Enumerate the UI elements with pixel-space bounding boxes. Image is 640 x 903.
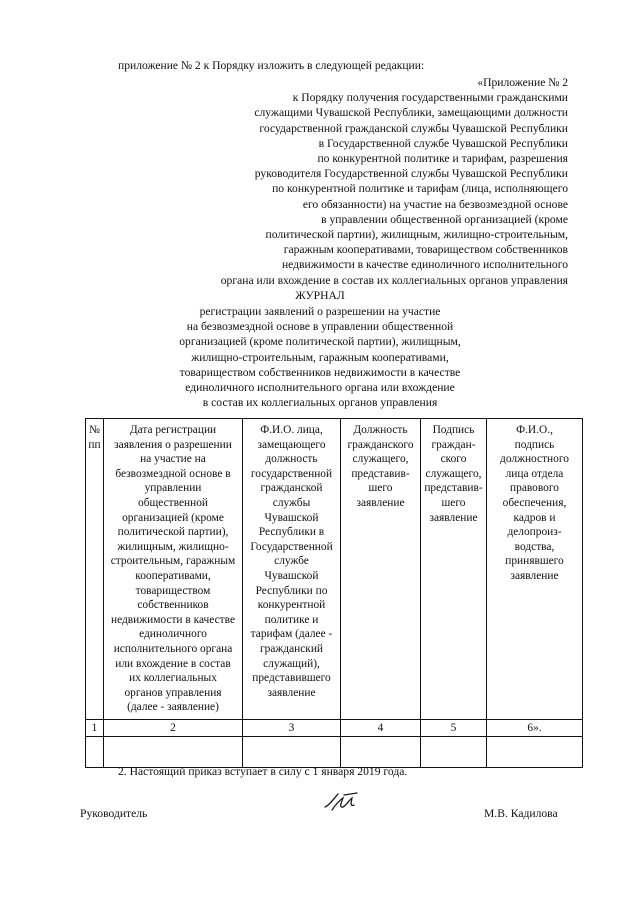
journal-subtitle-line: регистрации заявлений о разрешении на участие: [199, 305, 441, 318]
header-line: служащего,: [352, 453, 409, 466]
point-2-text: 2. Настоящий приказ вступает в силу с 1 января 2019 года.: [118, 765, 408, 778]
header-line: гражданского: [347, 438, 414, 451]
table-header-cell: [421, 419, 487, 720]
header-line: общественной: [138, 496, 208, 509]
header-line: службы: [272, 496, 311, 509]
table-header-cell: [86, 419, 104, 720]
table-header-cell: [243, 419, 341, 720]
header-line: политической партии),: [117, 526, 229, 539]
intro-text: приложение № 2 к Порядку изложить в следующей редакции:: [118, 59, 425, 72]
header-line: Государственной: [250, 540, 333, 553]
appendix-line: государственной гражданской службы Чувашской Республики: [259, 121, 568, 135]
appendix-line: по конкурентной политике и тарифам, разрешения: [317, 152, 568, 166]
appendix-caption: [221, 75, 568, 288]
header-line: должность: [265, 453, 318, 466]
appendix-line: служащими Чувашской Республики, замещающими должности: [254, 106, 568, 120]
header-line: организацией (кроме: [122, 511, 224, 524]
header-line: лица отдела: [505, 467, 564, 480]
appendix-line: недвижимости в качестве единоличного исполнительного: [281, 258, 568, 272]
header-line: заявления о разрешении: [114, 438, 232, 451]
header-line: собственников: [137, 599, 209, 612]
table-header-cell: [487, 419, 583, 720]
header-line: кадров и: [513, 511, 556, 524]
table-cell: [86, 737, 104, 768]
header-line: на участие на: [140, 453, 206, 466]
appendix-line: по конкурентной политике и тарифам (лица, исполняющего: [272, 182, 568, 196]
header-line: Ф.И.О.,: [516, 424, 553, 436]
journal-subtitle-line: организацией (кроме политической партии), жилищным,: [179, 335, 461, 349]
header-line: замещающего: [257, 438, 326, 451]
column-number-cell: 5: [421, 719, 487, 737]
header-line: служащий),: [263, 657, 320, 670]
header-line: (далее - заявление): [127, 701, 219, 714]
journal-subtitle-line: единоличного исполнительного органа или вхождение: [185, 381, 455, 395]
handwritten-signature: [322, 790, 360, 814]
header-line: заявление: [429, 511, 478, 524]
header-line: единоличного: [139, 628, 207, 641]
header-line: гражданский: [259, 642, 324, 655]
header-line: служащего,: [425, 467, 482, 480]
header-line: конкурентной: [257, 599, 326, 612]
journal-title: ЖУРНАЛ: [295, 289, 345, 302]
header-line: заявление: [356, 496, 405, 509]
header-line: строительным, гаражным: [110, 555, 236, 568]
header-line: №: [89, 424, 100, 436]
header-line: принявшего: [505, 555, 564, 568]
header-line: или вхождение в состав: [115, 657, 231, 670]
header-line: товариществом: [135, 584, 211, 597]
header-line: Республики по: [255, 584, 328, 597]
header-line: пп: [88, 438, 101, 451]
appendix-line: руководителя Государственной службы Чувашской Республики: [254, 167, 568, 181]
header-line: правового: [510, 482, 559, 495]
appendix-line: его обязанности) на участие на безвозмездной основе: [302, 197, 568, 211]
header-line: жилищным, жилищно-: [117, 540, 229, 553]
column-number-cell: 6».: [487, 719, 583, 737]
header-line: Чувашской: [264, 569, 319, 582]
header-line: Чувашской: [264, 511, 319, 524]
header-line: заявление: [267, 686, 316, 699]
journal-subtitle-line: в состав их коллегиальных органов управления: [202, 396, 438, 410]
journal-subtitle-line: на безвозмездной основе в управлении общественной: [186, 320, 454, 334]
header-line: заявление: [510, 569, 559, 582]
header-line: Республики в: [258, 526, 325, 539]
header-line: Должность: [353, 424, 408, 436]
header-line: шего: [368, 482, 393, 495]
column-number-cell: 3: [243, 719, 341, 737]
header-line: кооперативами,: [135, 569, 211, 582]
table-cell: [421, 737, 487, 768]
journal-subtitle-line: товариществом собственников недвижимости в качестве: [179, 365, 461, 379]
header-line: должностного: [500, 453, 569, 466]
appendix-line: в управлении общественной организацией (кроме: [321, 212, 568, 226]
header-line: их коллегиальных: [129, 672, 217, 685]
appendix-line: «Приложение № 2: [477, 76, 568, 89]
header-line: шего: [441, 496, 466, 509]
table-header-row: [86, 419, 583, 720]
appendix-line: в Государственной службе Чувашской Республики: [318, 136, 568, 150]
header-line: гражданской: [260, 482, 323, 495]
header-line: представив-: [424, 482, 483, 495]
journal-subtitle-line: жилищно-строительным, гаражным кооперативами,: [191, 350, 449, 364]
journal-subtitle: [0, 304, 640, 410]
header-line: обеспечения,: [502, 496, 567, 509]
header-line: недвижимости в качестве: [110, 613, 236, 626]
appendix-line: политической партии), жилищным, жилищно-строительным,: [265, 228, 568, 242]
appendix-line: к Порядку получения государственными гражданскими: [292, 91, 568, 105]
column-number-cell: 1: [86, 719, 104, 737]
header-line: исполнительного органа: [113, 642, 233, 655]
header-line: тарифам (далее -: [250, 628, 333, 641]
header-line: политике и: [264, 613, 319, 626]
header-line: представившего: [252, 672, 331, 685]
table-column-number-row: [86, 719, 583, 737]
header-line: граждан-: [431, 438, 476, 451]
header-line: Дата регистрации: [129, 424, 217, 436]
journal-table: [85, 418, 583, 768]
header-line: Подпись: [432, 424, 475, 436]
table-cell: [487, 737, 583, 768]
header-line: подпись: [514, 438, 555, 451]
header-line: ского: [440, 453, 467, 466]
header-line: представив-: [351, 467, 410, 480]
column-number-cell: 2: [104, 719, 243, 737]
header-line: безвозмездной основе в: [115, 467, 231, 480]
header-line: делопроиз-: [507, 526, 562, 539]
signer-position: Руководитель: [80, 807, 148, 820]
appendix-line: гаражным кооперативами, товариществом собственников: [283, 243, 568, 257]
signer-name: М.В. Кадилова: [484, 807, 558, 820]
column-number-cell: 4: [341, 719, 421, 737]
header-line: Ф.И.О. лица,: [260, 424, 323, 436]
appendix-line: органа или вхождение в состав их коллегиальных органов управления: [220, 273, 568, 287]
header-line: водства,: [514, 540, 555, 553]
header-line: органов управления: [124, 686, 222, 699]
table-header-cell: [104, 419, 243, 720]
header-line: управлении: [144, 482, 202, 495]
header-line: государственной: [250, 467, 333, 480]
table-header-cell: [341, 419, 421, 720]
header-line: службе: [274, 555, 309, 568]
